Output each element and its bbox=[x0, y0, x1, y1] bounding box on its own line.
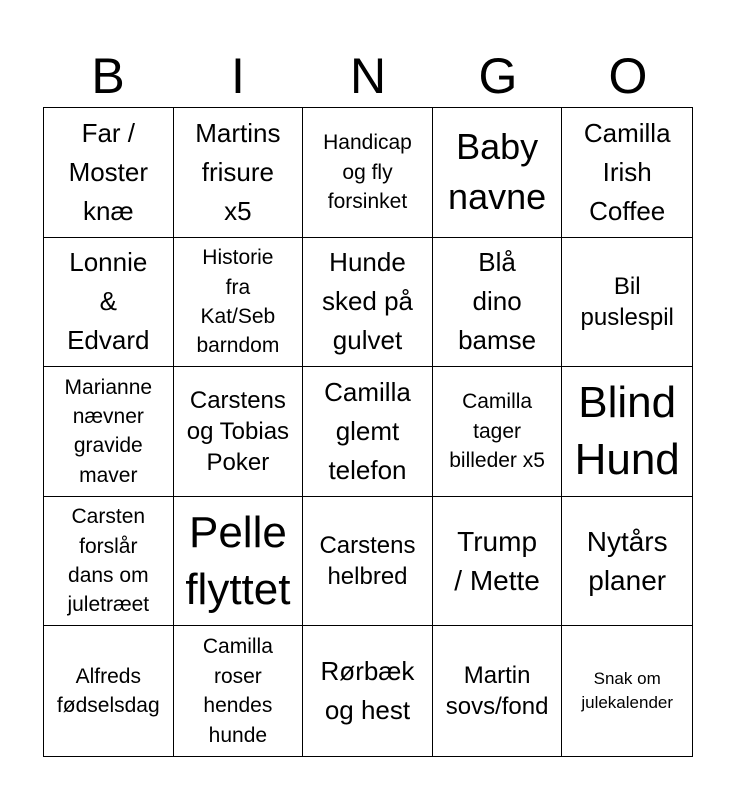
bingo-cell-r5c1[interactable] bbox=[44, 626, 174, 756]
bingo-cell-r4c1[interactable] bbox=[44, 497, 174, 627]
header-letter-b: B bbox=[91, 48, 125, 104]
cell-text: Nytårs planer bbox=[586, 525, 668, 597]
bingo-cell-r1c1[interactable] bbox=[44, 108, 174, 238]
bingo-cell-r3c3[interactable] bbox=[303, 367, 433, 497]
cell-text: Far / Moster knæ bbox=[68, 117, 149, 226]
cell-text: Camilla glemt telefon bbox=[324, 376, 411, 485]
cell-text: Baby navne bbox=[448, 125, 547, 218]
bingo-cell-r1c5[interactable] bbox=[562, 108, 692, 238]
cell-text: Snak om julekalender bbox=[581, 669, 674, 713]
cell-text: Blå dino bamse bbox=[458, 247, 537, 356]
bingo-cell-r2c5[interactable] bbox=[562, 238, 692, 368]
cell-text: Martin sovs/fond bbox=[445, 662, 549, 721]
cell-text: Bil puslespil bbox=[580, 272, 674, 331]
bingo-cell-r3c5[interactable] bbox=[562, 367, 692, 497]
bingo-cell-r4c2[interactable] bbox=[174, 497, 304, 627]
bingo-cell-r5c4[interactable] bbox=[433, 626, 563, 756]
header-letter-g: G bbox=[478, 48, 518, 104]
header-letter-n: N bbox=[349, 48, 387, 104]
cell-text: Camilla roser hendes hunde bbox=[202, 635, 273, 747]
cell-text: Marianne nævner gravide maver bbox=[64, 375, 153, 487]
bingo-cell-r1c2[interactable] bbox=[174, 108, 304, 238]
cell-text: Alfreds fødselsdag bbox=[56, 664, 160, 718]
cell-text: Carsten forslår dans om juletræet bbox=[67, 505, 150, 617]
bingo-cell-r4c4[interactable] bbox=[433, 497, 563, 627]
cell-text: Hunde sked på gulvet bbox=[321, 247, 414, 356]
header-letter-o: O bbox=[608, 48, 648, 104]
bingo-cell-r2c2[interactable] bbox=[174, 238, 304, 368]
bingo-cell-r5c3[interactable] bbox=[303, 626, 433, 756]
bingo-cell-r1c3[interactable] bbox=[303, 108, 433, 238]
cell-text: Rørbæk og hest bbox=[320, 656, 415, 726]
bingo-header bbox=[43, 44, 693, 108]
bingo-cell-r2c3[interactable] bbox=[303, 238, 433, 368]
bingo-cell-r3c4[interactable] bbox=[433, 367, 563, 497]
bingo-cell-r5c5[interactable] bbox=[562, 626, 692, 756]
bingo-cell-r4c3[interactable] bbox=[303, 497, 433, 627]
header-letter-i: I bbox=[231, 48, 245, 104]
cell-text: Camilla Irish Coffee bbox=[583, 117, 671, 226]
cell-text: Historie fra Kat/Seb barndom bbox=[196, 246, 280, 358]
cell-text: Pelle flyttet bbox=[185, 507, 291, 615]
cell-text: Martins frisure x5 bbox=[195, 117, 281, 226]
bingo-cell-r3c2[interactable] bbox=[174, 367, 304, 497]
bingo-cell-r2c4[interactable] bbox=[433, 238, 563, 368]
cell-text: Trump / Mette bbox=[454, 525, 540, 597]
bingo-cell-r1c4[interactable] bbox=[433, 108, 563, 238]
bingo-cell-r5c2[interactable] bbox=[174, 626, 304, 756]
bingo-board bbox=[43, 107, 693, 757]
cell-text: Lonnie & Edvard bbox=[67, 247, 150, 356]
bingo-cell-r3c1[interactable] bbox=[44, 367, 174, 497]
cell-text: Blind Hund bbox=[574, 378, 680, 485]
bingo-cell-r2c1[interactable] bbox=[44, 238, 174, 368]
cell-text: Handicap og fly forsinket bbox=[323, 131, 412, 213]
cell-text: Camilla tager billeder x5 bbox=[449, 390, 545, 473]
cell-text: Carstens helbred bbox=[319, 531, 416, 591]
bingo-cell-r4c5[interactable] bbox=[562, 497, 692, 627]
cell-text: Carstens og Tobias Poker bbox=[186, 386, 290, 477]
